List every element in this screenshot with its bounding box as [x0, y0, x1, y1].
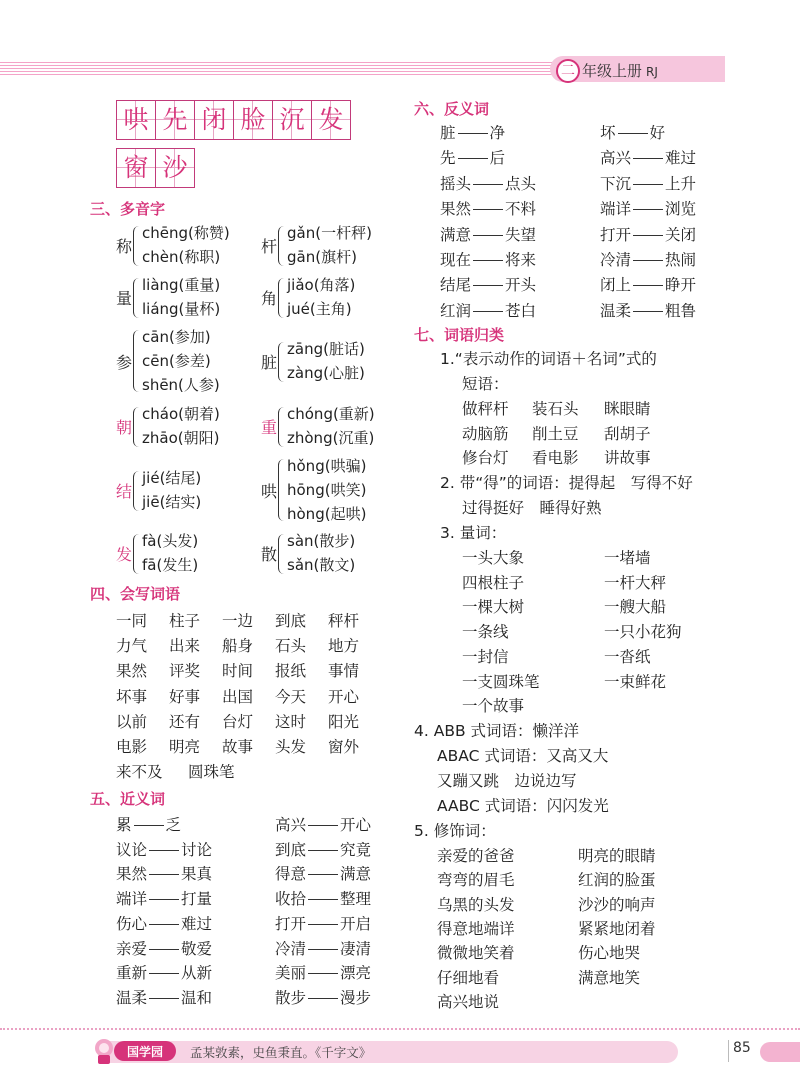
- word-b: 净: [489, 124, 506, 142]
- word-b: 关闭: [665, 225, 697, 244]
- antonym-pair: [440, 248, 536, 270]
- antonym-pair: [440, 121, 505, 143]
- word-b: 苍白: [505, 301, 537, 320]
- dash-line: [308, 850, 338, 851]
- dash-line: [473, 285, 503, 286]
- modifier-phrase: 得意地端详: [437, 919, 515, 938]
- word-a: 伤心: [116, 914, 148, 933]
- dash-line: [618, 133, 648, 134]
- word-a: 端详: [600, 200, 632, 219]
- write-word: 地方: [328, 637, 360, 656]
- category-2-line-2: 过得挺好 睡得好熟: [462, 499, 602, 517]
- grade-circle: 二: [556, 59, 580, 83]
- word-a: 红润: [440, 301, 472, 320]
- word-a: 亲爱: [116, 939, 148, 958]
- dash-line: [473, 184, 503, 185]
- grid-char: 先: [156, 101, 195, 139]
- dash-line: [473, 235, 503, 236]
- word-b: 漂亮: [340, 964, 372, 983]
- word-b: 开启: [340, 914, 372, 933]
- word-a: 先: [440, 149, 456, 168]
- page-corner-band: [760, 1042, 800, 1062]
- synonym-pair: [116, 887, 212, 909]
- measure-phrase: 一堵墙: [604, 549, 651, 567]
- measure-phrase: 一沓纸: [604, 647, 651, 666]
- antonym-pair: [600, 223, 696, 245]
- dash-line: [149, 850, 179, 851]
- word-a: 打开: [600, 225, 632, 244]
- word-b: 打量: [181, 890, 213, 909]
- dash-line: [473, 311, 503, 312]
- antonym-pair: [600, 146, 696, 168]
- write-word: 石头: [275, 637, 307, 656]
- section-synonyms-title: 五、近义词: [90, 790, 166, 808]
- synonym-pair: [116, 986, 212, 1008]
- antonym-pair: [440, 223, 536, 245]
- dash-line: [458, 133, 488, 134]
- synonym-pair: [116, 937, 212, 959]
- word-a: 累: [116, 816, 132, 834]
- category-4-line-1: 4. ABB 式词语：懒洋洋: [414, 722, 580, 740]
- action-phrase: 刮胡子: [604, 424, 651, 443]
- modifier-phrase: 仔细地看: [437, 968, 500, 987]
- word-b: 究竟: [340, 840, 372, 859]
- action-phrase: 修台灯: [462, 449, 509, 468]
- word-b: 后: [489, 149, 506, 168]
- synonym-pair: [275, 813, 371, 835]
- action-phrase: 看电影: [532, 449, 579, 468]
- synonym-pair: [116, 961, 212, 983]
- word-a: 冷清: [600, 251, 632, 269]
- dash-line: [633, 184, 663, 185]
- word-a: 果然: [440, 200, 472, 219]
- write-word: 明亮: [169, 738, 201, 756]
- write-word: 报纸: [275, 662, 307, 681]
- page-number: 85: [733, 1040, 751, 1056]
- word-b: 从新: [181, 964, 213, 983]
- word-a: 下沉: [600, 174, 632, 193]
- word-b: 敬爱: [181, 939, 213, 958]
- write-word: 秤杆: [328, 612, 360, 630]
- dash-line: [458, 158, 488, 159]
- edition-tag: RJ: [646, 65, 658, 79]
- word-b: 睁开: [665, 276, 697, 295]
- dash-line: [308, 973, 338, 974]
- write-word: 出国: [222, 687, 254, 706]
- dash-line: [473, 209, 503, 210]
- word-a: 冷清: [275, 939, 307, 958]
- dash-line: [633, 158, 663, 159]
- dash-line: [149, 874, 179, 875]
- word-a: 现在: [440, 251, 472, 269]
- synonym-pair: [116, 813, 181, 835]
- modifier-phrase: 高兴地说: [437, 992, 500, 1011]
- antonym-pair: [600, 273, 696, 295]
- category-4-line-2: ABAC 式词语：又高又大: [437, 747, 609, 765]
- action-phrase: 动脑筋: [462, 424, 509, 443]
- dash-line: [473, 260, 503, 261]
- dash-line: [633, 260, 663, 261]
- word-a: 端详: [116, 890, 148, 909]
- word-b: 点头: [505, 174, 537, 193]
- word-a: 高兴: [600, 149, 632, 168]
- write-word: 来不及: [116, 763, 163, 782]
- dash-line: [134, 825, 164, 826]
- word-b: 将来: [505, 251, 537, 269]
- modifier-phrase: 沙沙的响声: [578, 895, 656, 914]
- measure-phrase: 一条线: [462, 623, 509, 642]
- write-word: 时间: [222, 662, 254, 681]
- modifier-phrase: 微微地笑着: [437, 944, 515, 963]
- word-b: 果真: [181, 865, 213, 884]
- synonym-pair: [116, 912, 212, 934]
- measure-phrase: 一封信: [462, 647, 509, 666]
- word-a: 得意: [275, 865, 307, 884]
- word-b: 开头: [505, 276, 537, 295]
- word-a: 满意: [440, 225, 472, 244]
- write-word: 柱子: [169, 612, 201, 630]
- word-a: 结尾: [440, 276, 472, 295]
- category-1-line-2: 短语：: [462, 375, 509, 393]
- word-b: 漫步: [340, 988, 372, 1007]
- write-word: 力气: [116, 637, 148, 656]
- category-4-line-3: 又蹦又跳 边说边写: [437, 772, 577, 790]
- synonym-pair: [275, 986, 371, 1008]
- measure-phrase: 四根柱子: [462, 573, 525, 592]
- word-a: 摇头: [440, 174, 472, 193]
- word-a: 果然: [116, 865, 148, 884]
- antonym-pair: [440, 146, 505, 168]
- write-word: 一边: [222, 612, 254, 630]
- write-word: 窗外: [328, 738, 360, 756]
- char-grid-row-2: [116, 148, 195, 188]
- measure-phrase: 一杆大秤: [604, 573, 667, 592]
- dash-line: [633, 311, 663, 312]
- word-b: 热闹: [665, 251, 697, 269]
- modifier-phrase: 伤心地哭: [578, 944, 641, 963]
- synonym-pair: [275, 912, 371, 934]
- char-grid-row-1: [116, 100, 351, 140]
- action-phrase: 做秤杆: [462, 400, 509, 418]
- write-word: 开心: [328, 687, 360, 706]
- measure-phrase: 一束鲜花: [604, 672, 667, 691]
- dash-line: [149, 899, 179, 900]
- grid-char: 闭: [195, 101, 234, 139]
- synonym-pair: [275, 887, 371, 909]
- word-b: 开心: [340, 816, 372, 834]
- action-phrase: 削土豆: [532, 424, 579, 443]
- page-divider: [728, 1040, 729, 1062]
- category-4-line-4: AABC 式词语：闪闪发光: [437, 797, 609, 815]
- measure-phrase: 一头大象: [462, 549, 525, 567]
- word-b: 不料: [505, 200, 537, 219]
- antonym-pair: [600, 197, 696, 219]
- write-word: 好事: [169, 687, 201, 706]
- word-b: 满意: [340, 865, 372, 884]
- word-a: 坏: [600, 124, 616, 142]
- dash-line: [308, 899, 338, 900]
- word-a: 打开: [275, 914, 307, 933]
- grid-char: 哄: [117, 101, 156, 139]
- category-3-label: 3. 量词：: [440, 524, 507, 542]
- dash-line: [149, 949, 179, 950]
- antonym-pair: [440, 172, 536, 194]
- write-word: 出来: [169, 637, 201, 656]
- category-2-line-1: 2. 带“得”的词语：提得起 写得不好: [440, 474, 693, 492]
- grade-label: 年级上册 RJ: [582, 62, 658, 80]
- action-phrase: 装石头: [532, 400, 579, 418]
- dash-line: [308, 949, 338, 950]
- word-a: 重新: [116, 964, 148, 983]
- dash-line: [149, 924, 179, 925]
- write-word: 台灯: [222, 712, 254, 731]
- write-word: 评奖: [169, 662, 201, 681]
- write-word: 阳光: [328, 712, 360, 731]
- write-word: 这时: [275, 712, 307, 731]
- measure-phrase: 一只小花狗: [604, 623, 682, 642]
- section-word-categories-title: 七、词语归类: [414, 326, 505, 344]
- word-a: 散步: [275, 988, 307, 1007]
- word-a: 议论: [116, 840, 148, 859]
- category-1-line-1: 1.“表示动作的词语＋名词”式的: [440, 350, 657, 368]
- modifier-phrase: 满意地笑: [578, 968, 641, 987]
- grid-char: 沉: [273, 101, 312, 139]
- grid-char: 窗: [117, 149, 156, 187]
- modifier-phrase: 亲爱的爸爸: [437, 847, 515, 865]
- grid-char: 发: [312, 101, 350, 139]
- write-word: 到底: [275, 612, 307, 630]
- write-word: 一同: [116, 612, 148, 630]
- word-b: 失望: [505, 225, 537, 244]
- dash-line: [308, 825, 338, 826]
- write-word: 船身: [222, 637, 254, 656]
- write-word: 圆珠笔: [188, 763, 235, 782]
- write-word: 电影: [116, 738, 148, 756]
- measure-phrase: 一支圆珠笔: [462, 672, 540, 691]
- word-b: 难过: [181, 914, 213, 933]
- write-word: 还有: [169, 712, 201, 731]
- dash-line: [308, 998, 338, 999]
- synonym-pair: [116, 838, 212, 860]
- measure-phrase: 一棵大树: [462, 598, 525, 617]
- dash-line: [149, 998, 179, 999]
- word-b: 上升: [665, 174, 697, 193]
- modifier-phrase: 弯弯的眉毛: [437, 871, 515, 890]
- antonym-pair: [600, 121, 665, 143]
- footer-quote: 孟某敦素，史鱼秉直。《千字文》: [190, 1045, 372, 1060]
- word-a: 美丽: [275, 964, 307, 983]
- dash-line: [149, 973, 179, 974]
- antonym-pair: [600, 248, 696, 270]
- write-word: 故事: [222, 738, 254, 756]
- word-b: 浏览: [665, 200, 697, 219]
- word-a: 脏: [440, 124, 456, 142]
- word-b: 整理: [340, 890, 372, 909]
- svg-text:国学园: 国学园: [126, 1045, 164, 1059]
- antonym-pair: [440, 273, 536, 295]
- write-word: 今天: [275, 687, 307, 706]
- section-antonyms-title: 六、反义词: [414, 100, 490, 118]
- word-b: 温和: [181, 988, 213, 1007]
- category-5-label: 5. 修饰词：: [414, 822, 496, 840]
- synonym-pair: [116, 862, 212, 884]
- dash-line: [633, 235, 663, 236]
- word-b: 讨论: [181, 840, 213, 859]
- measure-phrase: 一艘大船: [604, 598, 667, 617]
- dash-line: [633, 209, 663, 210]
- dash-line: [308, 924, 338, 925]
- antonym-pair: [600, 172, 696, 194]
- write-word: 头发: [275, 738, 307, 756]
- footer-dotted-line: [0, 1028, 800, 1030]
- modifier-phrase: 乌黑的头发: [437, 895, 515, 914]
- word-a: 温柔: [116, 988, 148, 1007]
- write-word: 以前: [116, 712, 148, 731]
- dash-line: [633, 285, 663, 286]
- synonym-pair: [275, 961, 371, 983]
- word-b: 凄清: [340, 939, 372, 958]
- word-a: 到底: [275, 840, 307, 859]
- write-word: 坏事: [116, 687, 148, 706]
- modifier-phrase: 红润的脸蛋: [578, 871, 656, 890]
- grid-char: 沙: [156, 149, 194, 187]
- guoxueyuan-logo: [90, 1036, 182, 1066]
- antonym-pair: [600, 299, 696, 321]
- modifier-phrase: 紧紧地闭着: [578, 919, 656, 938]
- word-a: 收拾: [275, 890, 307, 909]
- word-a: 温柔: [600, 301, 632, 320]
- section-write-words-title: 四、会写词语: [90, 585, 181, 603]
- word-a: 闭上: [600, 276, 632, 295]
- modifier-phrase: 明亮的眼睛: [578, 847, 656, 865]
- word-b: 粗鲁: [665, 301, 697, 320]
- measure-phrase: 一个故事: [462, 697, 525, 716]
- header-stripes: [0, 62, 560, 76]
- word-b: 难过: [665, 149, 697, 168]
- synonym-pair: [275, 937, 371, 959]
- word-b: 乏: [165, 816, 182, 834]
- section-polyphones-title: 三、多音字: [90, 200, 166, 218]
- write-word: 果然: [116, 662, 148, 681]
- action-phrase: 眯眼睛: [604, 400, 651, 418]
- antonym-pair: [440, 197, 536, 219]
- grid-char: 脸: [234, 101, 273, 139]
- write-word: 事情: [328, 662, 360, 681]
- action-phrase: 讲故事: [604, 449, 651, 468]
- synonym-pair: [275, 838, 371, 860]
- word-a: 高兴: [275, 816, 307, 834]
- word-b: 好: [649, 124, 666, 142]
- synonym-pair: [275, 862, 371, 884]
- antonym-pair: [440, 299, 536, 321]
- dash-line: [308, 874, 338, 875]
